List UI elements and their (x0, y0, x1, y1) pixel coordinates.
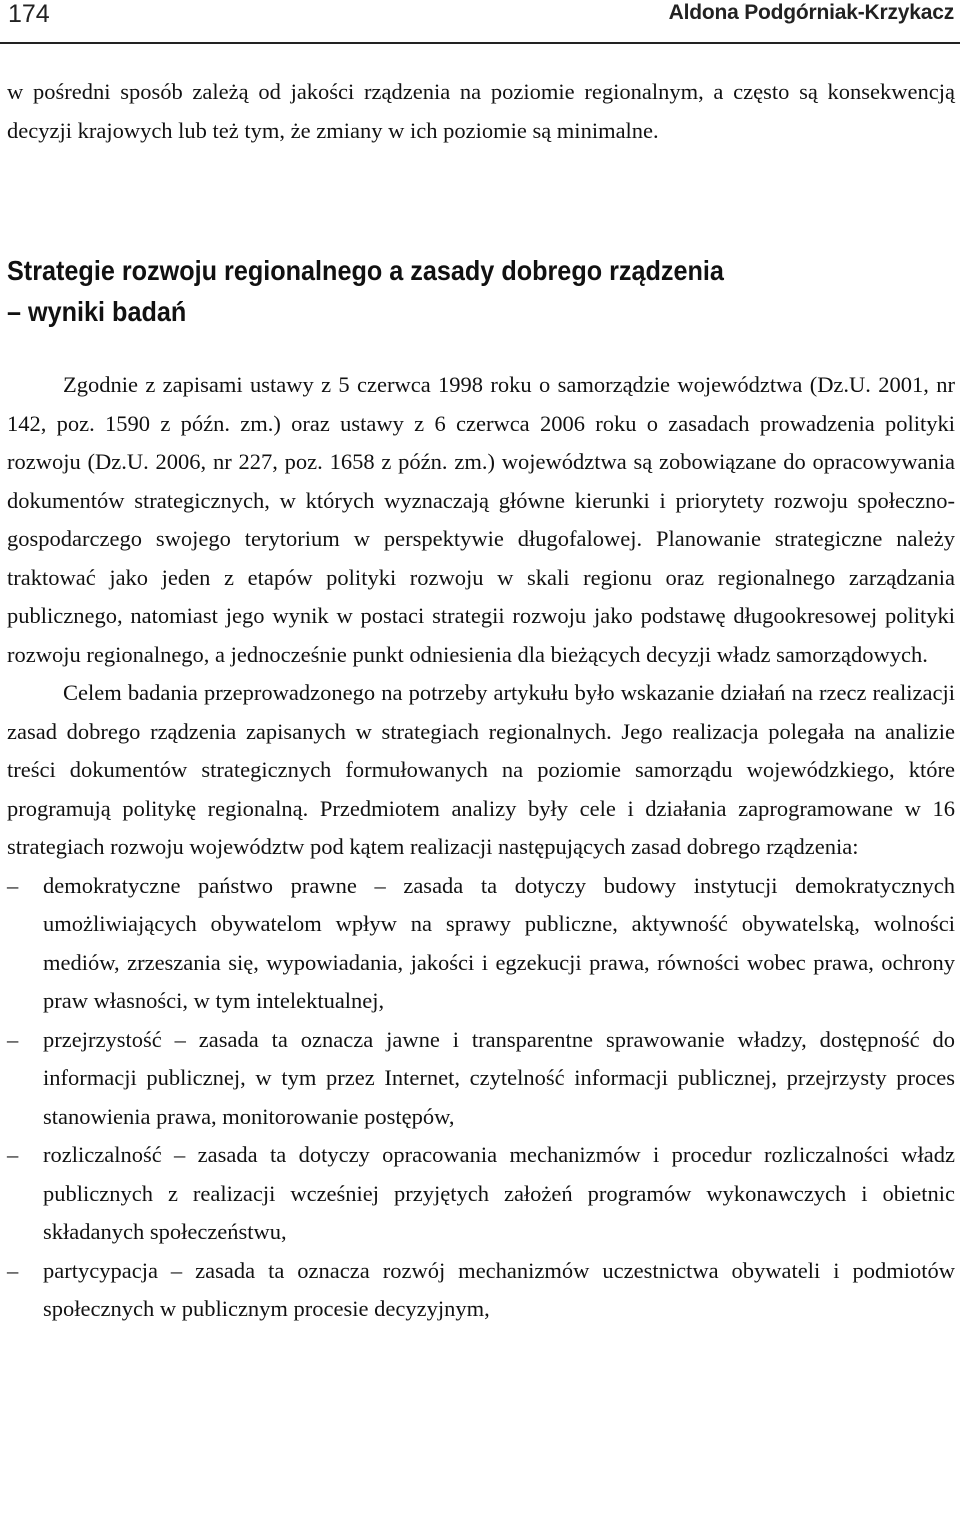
list-item (7, 1252, 955, 1329)
paragraph: Zgodnie z zapisami ustawy z 5 czerwca 1998 roku o samorządzie województwa (Dz.U. 2001, nr 142, poz. 1590 z późn. zm.) oraz ustawy z 6 czerwca 2006 roku o zasadach prowadzenia polityki rozwoju (Dz.U. 2006, nr 227, poz. 1658 z późn. zm.) województwa są zobowiązane do opracowywania dokumentów strategicznych, w których wyznaczają główne kierunki i priorytety rozwoju społeczno-gospodarczego swojego terytorium w perspektywie długofalowej. Planowanie strategiczne należy traktować jako jeden z etapów polityki rozwoju w skali regionu oraz regionalnego zarządzania publicznego, natomiast jego wynik w postaci strategii rozwoju jako podstawę długookresowej polityki rozwoju regionalnego, a jednocześnie punkt odniesienia dla bieżących decyzji władz samorządowych. (7, 372, 955, 667)
list-bullet: – (7, 1257, 19, 1283)
list-item-text: partycypacja – zasada ta oznacza rozwój mechanizmów uczestnictwa obywateli i podmiotów społecznych w publicznym procesie decyzyjnym, (43, 1257, 955, 1321)
list-item-text: rozliczalność – zasada ta dotyczy opracowania mechanizmów i procedur rozliczalności władz publicznych z realizacji wcześniej przyjętych założeń programów wykonawczych i obietnic składanych społeczeństwu, (43, 1142, 955, 1244)
list-item (7, 867, 955, 1021)
list-item-text: demokratyczne państwo prawne – zasada ta dotyczy budowy instytucji demokratycznych umożliwiających obywatelom wpływ na sprawy publiczne, aktywność obywatelską, wolności mediów, zrzeszania się, wypowiadania, jakości i egzekucji prawa, równości wobec prawa, ochrony praw własności, w tym intelektualnej, (43, 872, 955, 1013)
intro-paragraph: w pośredni sposób zależą od jakości rządzenia na poziomie regionalnym, a często są konsekwencją decyzji krajowych lub też tym, że zmiany w ich poziomie są minimalne. (7, 79, 955, 143)
list-item (7, 1136, 955, 1252)
section-title-line-2-text: wyniki badań (28, 296, 187, 327)
main-text (7, 366, 955, 1329)
list-item (7, 1021, 955, 1137)
paragraph: Celem badania przeprowadzonego na potrzeby artykułu było wskazanie działań na rzecz realizacji zasad dobrego rządzenia zapisanych w strategiach regionalnych. Jego realizacja polegała na analizie treści dokumentów strategicznych formułowanych na poziomie samorządu wojewódzkiego, które programują politykę regionalną. Przedmiotem analizy były cele i działania zaprogramowane w 16 strategiach rozwoju województw pod kątem realizacji następujących zasad dobrego rządzenia: (7, 680, 955, 859)
section-title-dash: – (7, 296, 22, 327)
list-bullet: – (7, 1142, 19, 1167)
running-head-author: Aldona Podgórniak-Krzykacz (668, 1, 954, 24)
list-bullet: – (7, 1026, 19, 1052)
principles-list (7, 867, 955, 1329)
section-title (7, 250, 860, 332)
section-title-line-1: Strategie rozwoju regionalnego a zasady dobrego rządzenia (7, 255, 724, 286)
page-number: 174 (8, 0, 50, 28)
list-item-text: przejrzystość – zasada ta oznacza jawne i transparentne sprawowanie władzy, dostępność do informacji publicznej, w tym przez Internet, czytelność informacji publicznej, przejrzysty proces stanowienia prawa, monitorowanie postępów, (43, 1026, 955, 1129)
running-header (0, 0, 960, 44)
list-bullet: – (7, 872, 19, 898)
section-title-line-2 (7, 291, 860, 332)
